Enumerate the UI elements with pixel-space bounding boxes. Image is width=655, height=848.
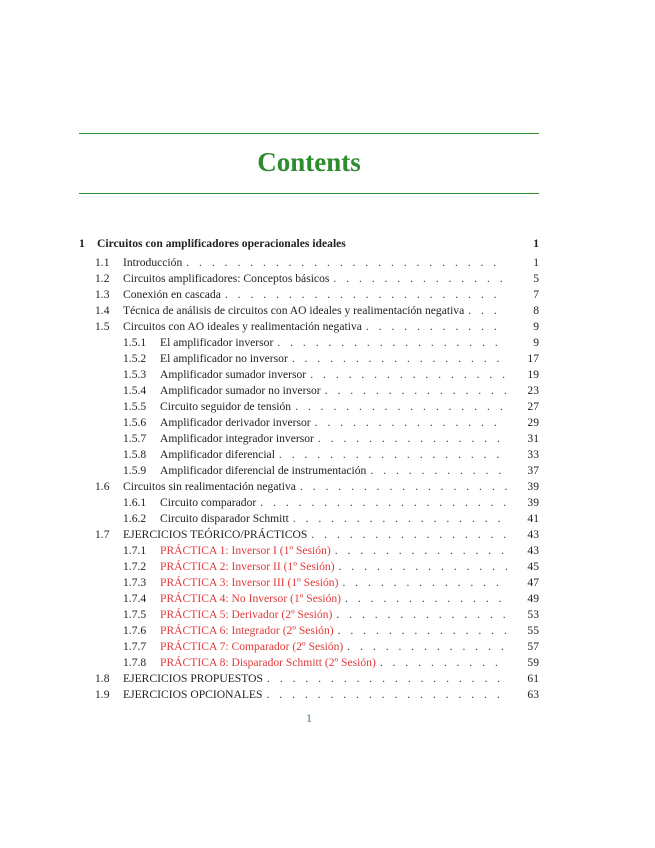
toc-page: 41: [527, 512, 539, 525]
toc-page: 49: [527, 592, 539, 605]
toc-page: 33: [527, 448, 539, 461]
toc-label: Amplificador integrador inversor: [160, 432, 314, 445]
toc-number: 1.4: [95, 304, 110, 317]
toc-page: 39: [527, 480, 539, 493]
toc-page: 37: [527, 464, 539, 477]
toc-link-label[interactable]: PRÁCTICA 3: Inversor III (1º Sesión): [160, 576, 339, 589]
toc-page: 59: [527, 656, 539, 669]
toc-entry-1-5-8[interactable]: [79, 447, 539, 463]
toc-label: EJERCICIOS PROPUESTOS: [123, 672, 263, 685]
page-title: Contents: [257, 147, 361, 177]
toc-page: 7: [533, 288, 539, 301]
toc-entry-1-5[interactable]: [79, 319, 539, 335]
bottom-rule: [79, 193, 539, 194]
toc-entry-1-7-6[interactable]: [79, 623, 539, 639]
toc-entry-1-5-5[interactable]: [79, 399, 539, 415]
toc-number: 1.5.1: [123, 336, 147, 349]
toc-chapter-1[interactable]: [79, 236, 539, 253]
toc-link-label[interactable]: PRÁCTICA 4: No Inversor (1º Sesión): [160, 592, 342, 605]
toc-entry-1-5-6[interactable]: [79, 415, 539, 431]
toc-entry-1-7-2[interactable]: [79, 559, 539, 575]
toc-label: Introducción: [123, 256, 183, 269]
table-of-contents: [79, 236, 539, 703]
toc-label: El amplificador no inversor: [160, 352, 288, 365]
toc-page: 63: [527, 688, 539, 701]
toc-entry-1-1[interactable]: [79, 255, 539, 271]
toc-label: Técnica de análisis de circuitos con AO ideales y realimentación negativa: [123, 304, 465, 317]
toc-entry-1-6-2[interactable]: [79, 511, 539, 527]
toc-page: 29: [527, 416, 539, 429]
toc-link-label[interactable]: PRÁCTICA 7: Comparador (2º Sesión): [160, 640, 344, 653]
toc-number: 1.5.6: [123, 416, 147, 429]
toc-page: 57: [527, 640, 539, 653]
toc-page: 45: [527, 560, 539, 573]
toc-entry-1-3[interactable]: [79, 287, 539, 303]
toc-label: Circuitos con amplificadores operacionales ideales: [97, 237, 346, 250]
toc-page: 23: [527, 384, 539, 397]
page-number: 1: [306, 712, 312, 725]
toc-label: Amplificador sumador no inversor: [160, 384, 321, 397]
toc-number: 1.5.5: [123, 400, 147, 413]
toc-label: Circuito disparador Schmitt: [160, 512, 289, 525]
toc-page: 9: [533, 336, 539, 349]
toc-page: 43: [527, 528, 539, 541]
toc-page: 27: [527, 400, 539, 413]
toc-link-label[interactable]: PRÁCTICA 8: Disparador Schmitt (2º Sesión): [160, 656, 376, 669]
toc-number: 1.6.1: [123, 496, 147, 509]
top-rule: [79, 133, 539, 134]
toc-entry-1-6-1[interactable]: [79, 495, 539, 511]
toc-number: 1.9: [95, 688, 110, 701]
toc-page: 61: [527, 672, 539, 685]
toc-entry-1-7-4[interactable]: [79, 591, 539, 607]
toc-label: Amplificador derivador inversor: [160, 416, 311, 429]
toc-number: 1.6.2: [123, 512, 147, 525]
toc-number: 1.7.3: [123, 576, 147, 589]
toc-number: 1.7.8: [123, 656, 147, 669]
toc-number: 1.5.7: [123, 432, 147, 445]
toc-number: 1.5.3: [123, 368, 147, 381]
toc-number: 1.2: [95, 272, 110, 285]
toc-page: 17: [527, 352, 539, 365]
toc-page: 5: [533, 272, 539, 285]
toc-label: Circuitos amplificadores: Conceptos básicos: [123, 272, 330, 285]
toc-number: 1.5.2: [123, 352, 147, 365]
toc-entry-1-5-3[interactable]: [79, 367, 539, 383]
toc-label: EJERCICIOS OPCIONALES: [123, 688, 263, 701]
toc-entry-1-6[interactable]: [79, 479, 539, 495]
toc-label: Circuitos sin realimentación negativa: [123, 480, 296, 493]
toc-number: 1.3: [95, 288, 110, 301]
toc-label: Amplificador sumador inversor: [160, 368, 307, 381]
toc-label: Amplificador diferencial: [160, 448, 275, 461]
toc-entry-1-7-8[interactable]: [79, 655, 539, 671]
toc-entry-1-9[interactable]: [79, 687, 539, 703]
toc-number: 1.7.4: [123, 592, 147, 605]
toc-page: 31: [527, 432, 539, 445]
toc-number: 1.5: [95, 320, 110, 333]
toc-entry-1-5-9[interactable]: [79, 463, 539, 479]
toc-label: EJERCICIOS TEÓRICO/PRÁCTICOS: [123, 528, 308, 541]
toc-page: 1: [533, 256, 539, 269]
toc-number: 1.7.6: [123, 624, 147, 637]
toc-page: 8: [533, 304, 539, 317]
toc-page: 19: [527, 368, 539, 381]
toc-number: 1.5.4: [123, 384, 147, 397]
toc-entry-1-5-2[interactable]: [79, 351, 539, 367]
toc-entry-1-7-1[interactable]: [79, 543, 539, 559]
toc-number: 1.7.2: [123, 560, 147, 573]
toc-label: Circuito seguidor de tensión: [160, 400, 292, 413]
toc-label: El amplificador inversor: [160, 336, 274, 349]
toc-page: 43: [527, 544, 539, 557]
toc-link-label[interactable]: PRÁCTICA 5: Derivador (2º Sesión): [160, 608, 333, 621]
toc-entry-1-4[interactable]: [79, 303, 539, 319]
toc-label: Circuito comparador: [160, 496, 257, 509]
toc-entry-1-2[interactable]: [79, 271, 539, 287]
toc-number: 1.7: [95, 528, 110, 541]
toc-entry-1-5-1[interactable]: [79, 335, 539, 351]
toc-number: 1: [79, 237, 85, 250]
toc-number: 1.7.5: [123, 608, 147, 621]
toc-entry-1-5-7[interactable]: [79, 431, 539, 447]
toc-number: 1.5.8: [123, 448, 147, 461]
toc-number: 1.5.9: [123, 464, 147, 477]
toc-page: 9: [533, 320, 539, 333]
toc-page: 53: [527, 608, 539, 621]
toc-entry-1-7[interactable]: [79, 527, 539, 543]
toc-page: 1: [533, 237, 539, 250]
toc-number: 1.8: [95, 672, 110, 685]
toc-number: 1.7.1: [123, 544, 147, 557]
toc-page: 55: [527, 624, 539, 637]
toc-page: 39: [527, 496, 539, 509]
toc-number: 1.7.7: [123, 640, 147, 653]
toc-label: Amplificador diferencial de instrumentación: [160, 464, 367, 477]
toc-number: 1.1: [95, 256, 110, 269]
toc-entry-1-7-7[interactable]: [79, 639, 539, 655]
toc-link-label[interactable]: PRÁCTICA 1: Inversor I (1º Sesión): [160, 544, 331, 557]
toc-link-label[interactable]: PRÁCTICA 6: Integrador (2º Sesión): [160, 624, 334, 637]
toc-entry-1-7-3[interactable]: [79, 575, 539, 591]
toc-link-label[interactable]: PRÁCTICA 2: Inversor II (1º Sesión): [160, 560, 335, 573]
toc-label: Conexión en cascada: [123, 288, 221, 301]
toc-entry-1-5-4[interactable]: [79, 383, 539, 399]
toc-number: 1.6: [95, 480, 110, 493]
toc-label: Circuitos con AO ideales y realimentación negativa: [123, 320, 362, 333]
toc-page: 47: [527, 576, 539, 589]
toc-entry-1-7-5[interactable]: [79, 607, 539, 623]
toc-entry-1-8[interactable]: [79, 671, 539, 687]
